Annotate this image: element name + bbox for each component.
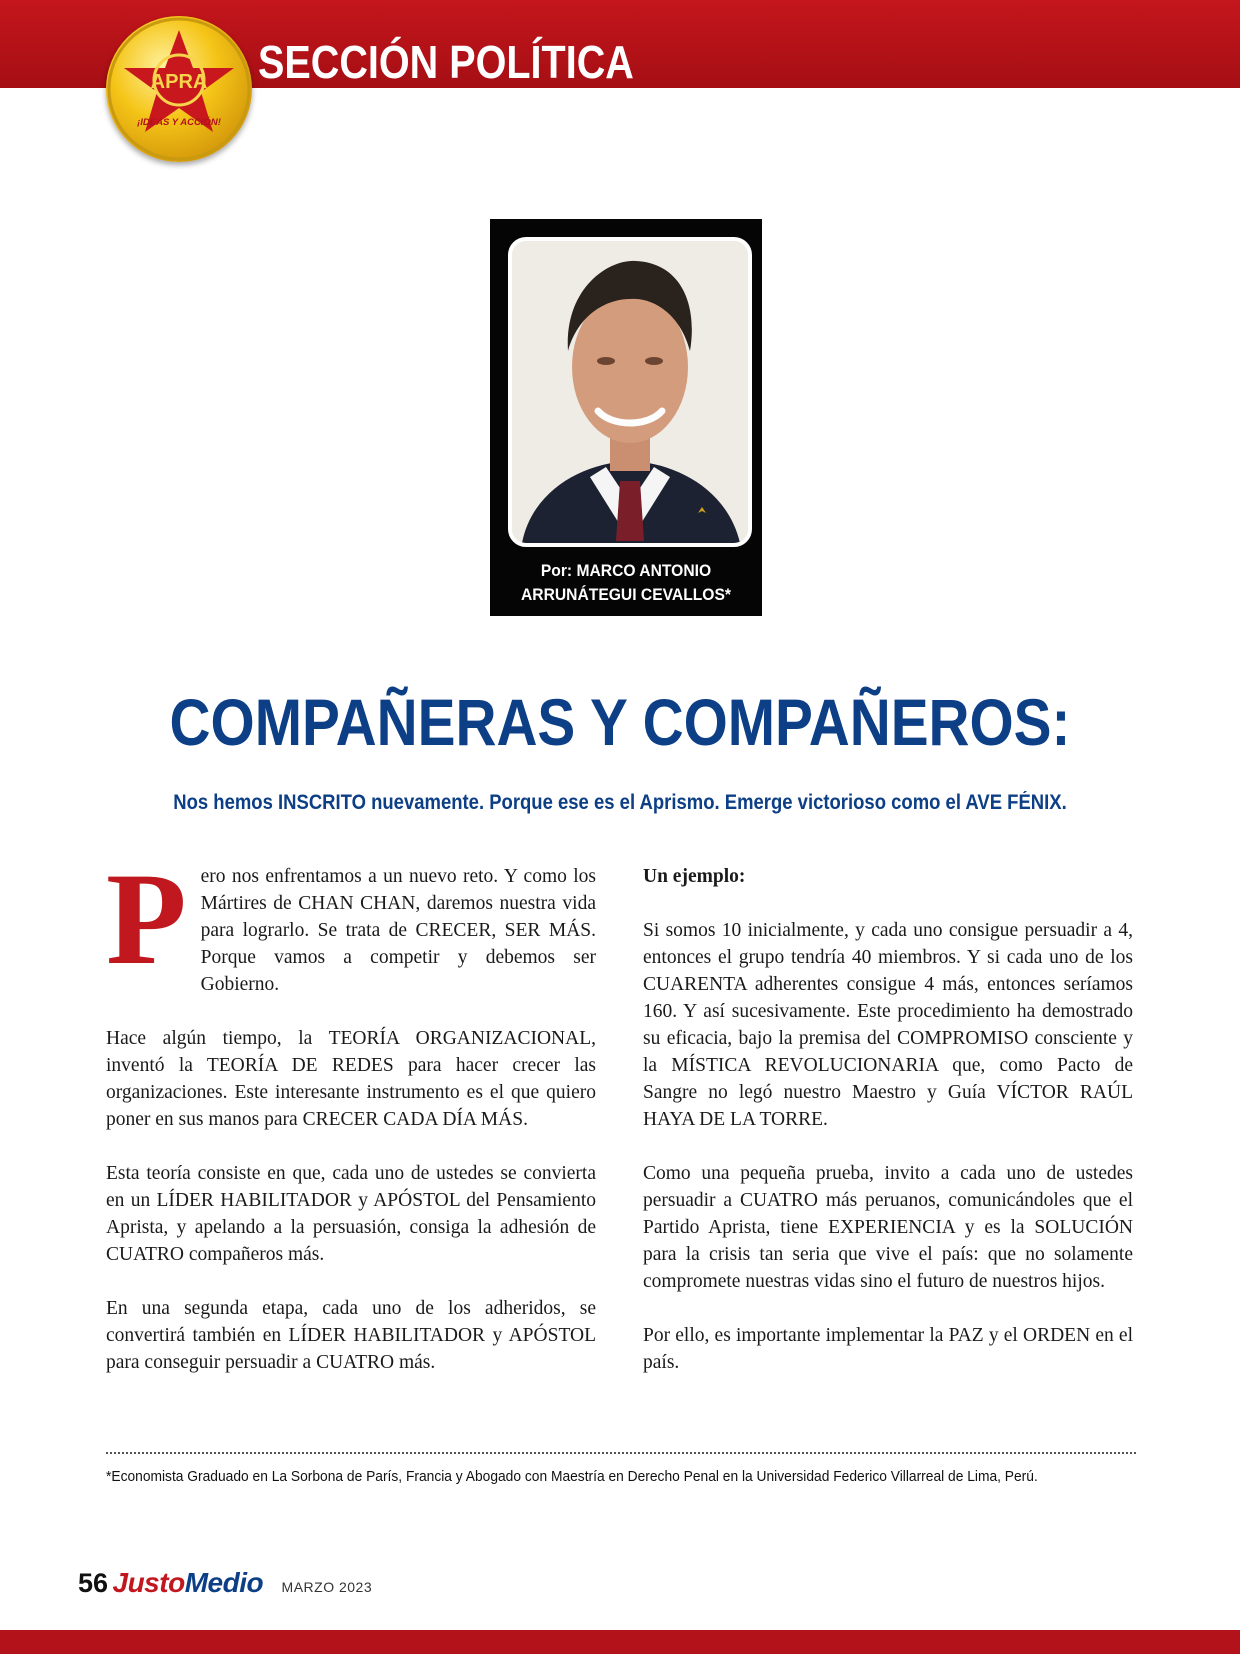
right-column xyxy=(643,863,1133,1403)
drop-cap: P xyxy=(106,845,187,992)
example-heading: Un ejemplo: xyxy=(643,866,746,887)
page-number: 56 xyxy=(78,1568,109,1598)
paragraph-2: Hace algún tiempo, la TEORÍA ORGANIZACIONAL, inventó la TEORÍA DE REDES para hacer crecer las organizaciones. Este interesante instrumento es el que quiero poner en sus manos para CRECER CADA DÍA MÁS. xyxy=(106,1028,596,1130)
footer-bar xyxy=(0,1630,1240,1654)
byline-line-2: ARRUNÁTEGUI CEVALLOS* xyxy=(521,585,731,604)
footnote-divider xyxy=(106,1452,1136,1454)
footnote: *Economista Graduado en La Sorbona de París, Francia y Abogado con Maestría en Derecho Penal en la Universidad Federico Villarreal de Lima, Perú. xyxy=(106,1468,1038,1485)
author-portrait xyxy=(508,237,752,547)
article-subtitle: Nos hemos INSCRITO nuevamente. Porque ese es el Aprismo. Emerge victorioso como el AVE FÉNIX. xyxy=(173,791,1067,814)
logo-text: APRA xyxy=(150,71,208,93)
apra-star-icon xyxy=(106,16,252,162)
page-footer xyxy=(78,1567,372,1603)
paragraph-4: En una segunda etapa, cada uno de los adheridos, se convertirá también en LÍDER HABILITADOR y APÓSTOL para conseguir persuadir a CUATRO más. xyxy=(106,1298,596,1373)
issue-date: MARZO 2023 xyxy=(281,1579,373,1595)
logo-tagline: ¡IDEAS Y ACCIÓN! xyxy=(137,117,221,128)
article-title: COMPAÑERAS Y COMPAÑEROS: xyxy=(169,685,1071,759)
author-card xyxy=(490,219,762,616)
paragraph-3: Esta teoría consiste en que, cada uno de ustedes se convierta en un LÍDER HABILITADOR y APÓSTOL del Pensamiento Aprista, y apelando a la persuasión, consiga la adhesión de CUATRO compañeros más. xyxy=(106,1163,596,1265)
byline-line-1: Por: MARCO ANTONIO xyxy=(540,561,712,580)
portrait-icon xyxy=(512,241,748,543)
brand-medio: Medio xyxy=(184,1567,264,1598)
paragraph-1-text: ero nos enfrentamos a un nuevo reto. Y como los Mártires de CHAN CHAN, daremos nuestra vida para lograrlo. Se trata de CRECER, SER MÁS. Porque vamos a competir y debemos ser Gobierno. xyxy=(200,866,596,995)
paragraph-7: Por ello, es importante implementar la PAZ y el ORDEN en el país. xyxy=(643,1325,1133,1373)
byline xyxy=(501,559,751,607)
paragraph-6: Como una pequeña prueba, invito a cada uno de ustedes persuadir a CUATRO más peruanos, comunicándoles que el Partido Aprista, tiene EXPERIENCIA y es la SOLUCIÓN para la crisis tan seria que vive el país: que no solamente compromete nuestras vidas sino el futuro de nuestros hijos. xyxy=(643,1163,1133,1292)
brand-justo: Justo xyxy=(112,1567,185,1598)
paragraph-1 xyxy=(106,845,596,998)
section-title: SECCIÓN POLÍTICA xyxy=(258,36,634,88)
left-column xyxy=(106,845,596,1403)
paragraph-5: Si somos 10 inicialmente, y cada uno consigue persuadir a 4, entonces el grupo tendría 40 miembros. Y si cada uno de los CUARENTA adherentes consigue 4 más, entonces seríamos 160. Y así sucesivamente. Este procedimiento ha demostrado su eficacia, bajo la premisa del COMPROMISO consciente y la MÍSTICA REVOLUCIONARIA que, como Pacto de Sangre no legó nuestro Maestro y Guía VÍCTOR RAÚL HAYA DE LA TORRE. xyxy=(643,920,1133,1130)
apra-logo xyxy=(106,16,252,162)
